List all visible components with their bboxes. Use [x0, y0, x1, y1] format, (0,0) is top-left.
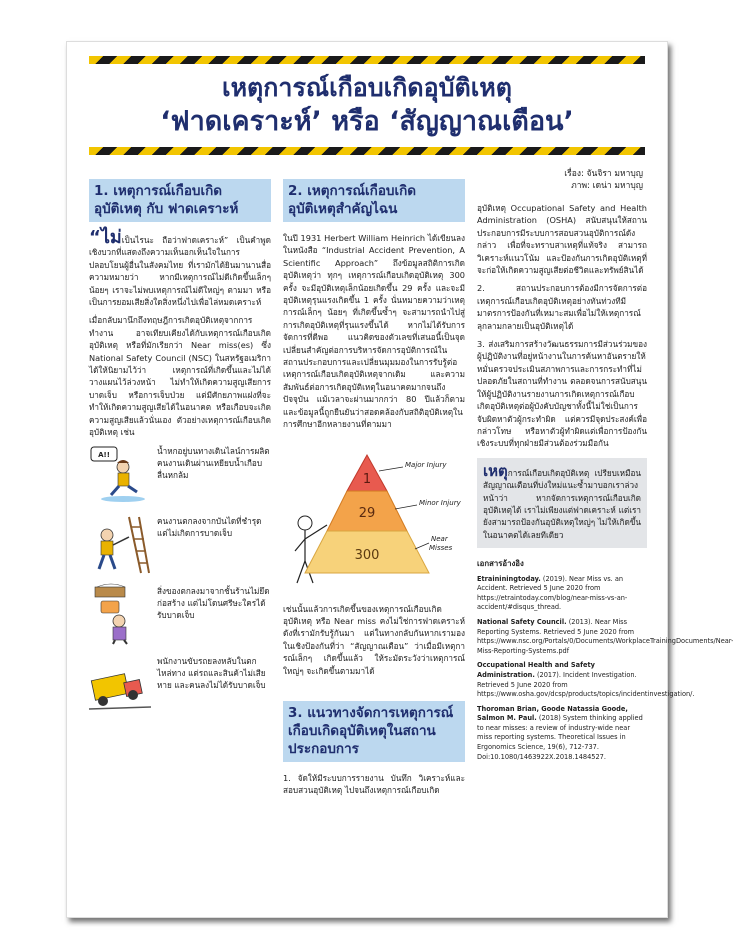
- pyramid-top-label: Major Injury: [405, 460, 447, 469]
- reference-item: [477, 705, 647, 763]
- hazard-stripe-top: [89, 56, 645, 64]
- callout-big-word: เหตุ: [483, 461, 508, 480]
- example-1: [89, 445, 271, 511]
- reference-detail: (2019). Near Miss vs. an Accident. Retrieved 5 June 2020 from https://etraintoday.com/blog/near-miss-vs-an-accident/#disqus_thread.: [477, 574, 628, 612]
- example-3: [89, 585, 271, 651]
- falling-object-illustration-icon: [89, 585, 151, 645]
- article-page: [66, 41, 733, 918]
- example-3-text: สิ่งของตกลงมาจากชั้นร้านไม่ยึดก่อสร้าง แต่ไม่โดนศรีษะใครได้รับบาดเจ็บ: [157, 585, 270, 621]
- heinrich-pyramid: [283, 449, 465, 597]
- example-4: [89, 655, 271, 721]
- reference-author: Etraininingtoday.: [477, 574, 541, 583]
- pyramid-base-label-2: Misses: [429, 543, 453, 552]
- section-3-item-3: 3. ส่งเสริมการสร้างวัฒนธรรมการมีส่วนร่วมของผู้ปฏิบัติงานที่อยู่หน้างานในการค้นหาอันตรายให้หมั่นตรวจประเมินสภาพการและการกระทำที่ไม่ปลอดภัยในสถานที่ทำงาน ตลอดจนการสนับสนุนให้ผู้ปฏิบัติงานรายงานการเกิดเหตุการณ์เกือบเกิดอุบัติเหตุต่อผู้บังคับบัญชาทั้งนี้ไม่ใช่เป็นการจับผิดหาตัวผู้กระทำผิด แต่ควรมีจุดประสงค์เพื่อกล่าวโทษ หรือหาตัวผู้ทำผิดแต่เพื่อการป้องกันเชิงระบบที่ทุกฝ่ายมีส่วนต้องร่วมมือกัน: [477, 339, 647, 449]
- section-2-heading: 2. เหตุการณ์เกือบเกิดอุบัติเหตุสำคัญไฉน: [283, 179, 465, 222]
- pyramid-base-value: 300: [354, 547, 380, 563]
- ladder-illustration-icon: [89, 515, 151, 575]
- summary-callout: [477, 458, 647, 548]
- reference-detail: (2018) System thinking applied to near misses: a review of industry-wide near miss reporting systems. Theoretical Issues in Ergonomics Science, 19(6), 712-737. Doi:10.1080/1463922X.2018.1484527.: [477, 714, 643, 761]
- section-1-para-2: เมื่อกลับมานึกถึงทฤษฎีการเกิดอุบัติเหตุจากการทำงาน อาจเทียบเคียงได้กับเหตุการณ์เกือบเกิดอุบัติเหตุ หรือที่มักเรียกว่า Near miss(es) ซึ่ง National Safety Council (NSC) ในสหรัฐอเมริกาได้ให้นิยามไว้ว่า เหตุการณ์ที่เกิดขึ้นและไม่ได้วางแผนไว้ล่วงหน้า ไม่ทำให้เกิดความสูญเสียการบาดเจ็บ หรือการเจ็บป่วย แต่มีศักยภาพแฝงที่จะทำให้เกิดความสูญเสียได้ในอนาคต หรือเกือบจะเกิดความสูญเสียแล้วนั่นเอง ตัวอย่างเหตุการณ์เกือบเกิดอุบัติเหตุ เช่น: [89, 315, 271, 438]
- reference-item: [477, 617, 733, 656]
- references-heading: เอกสารอ้างอิง: [477, 559, 524, 569]
- example-2: [89, 515, 271, 581]
- section-2-para-1: ในปี 1931 Herbert William Heinrich ได้เขียนลงในหนังสือ “Industrial Accident Prevention, A Scientific Approach” ถึงข้อมูลสถิติการเกิดอุบัติเหตุว่า ทุกๆ เหตุการณ์เกือบเกิดอุบัติเหตุ 300 ครั้ง จะมีอุบัติเหตุเล็กน้อยเกิดขึ้น 29 ครั้ง และจะมีอุบัติเหตุรุนแรงเกิดขึ้น 1 ครั้ง นั่นหมายความว่าเหตุการณ์เล็กๆ น้อยๆ ที่เกิดขึ้นซ้ำๆ จะสามารถนำไปสู่การเกิดอุบัติเหตุที่รุนแรงขึ้นได้ หากไม่ได้รับการจัดการที่ดีพอ แนวคิดของตัวเลขที่เสนอนี้เป็นจุดเปลี่ยนสำคัญต่อการบริหารจัดการอุบัติการณ์ในสถานประกอบการและเปลี่ยนมุมมองในการรับรู้ต่อเหตุการณ์เกือบเกิดอุบัติเหตุจากเดิม และความสัมพันธ์ต่อการเกิดอุบัติเหตุในอนาคตมากจนถึงปัจจุบัน แม้เวลาจะผ่านมากกว่า 80 ปีแล้วก็ตาม และข้อมูลนี้ถูกยืนยันว่าสอดคล้องกับสถิติอุบัติเหตุในการศึกษาอีกหลายงานที่ตามมา: [283, 233, 465, 430]
- section-3-item-2: 2. สถานประกอบการต้องมีการจัดการต่อเหตุการณ์เกือบเกิดอุบัติเหตุอย่างทันท่วงทีมีมาตรการป้องกันที่เหมาะสมเพื่อไม่ให้เหตุการณ์ลุกลามกลายเป็นอุบัติเหตุได้: [477, 283, 647, 331]
- column-2: [283, 179, 465, 909]
- pyramid-figure: [283, 449, 465, 597]
- article-title: [89, 72, 645, 140]
- reference-item: [477, 661, 695, 699]
- title-line-2: ‘ฟาดเคราะห์’ หรือ ‘สัญญาณเตือน’: [160, 106, 574, 137]
- reference-author: National Safety Council.: [477, 617, 567, 626]
- section-2-para-2: เช่นนั้นแล้วการเกิดขึ้นของเหตุการณ์เกือบเกิดอุบัติเหตุ หรือ Near miss คงไม่ใช่การฟาดเคราะห์ดังที่เรามักรับรู้กันมา แต่ในทางกลับกันหากเรามองในเชิงป้องกันที่ว่า “สัญญาณเตือน” ว่าเมื่อมีเหตุการณ์เล็กๆ เกิดขึ้นแล้ว ให้ระมัดระวังว่าเหตุการณ์ใหญ่ๆ จะเกิดขึ้นตามมาได้: [283, 603, 465, 676]
- byline: [493, 168, 643, 192]
- example-4-text: พนักงานขับรถยลงหลับในตกไหล่ทาง แต่รถและสินค้าไม่เสียหาย และคนลงไม่ได้รับบาดเจ็บ: [157, 655, 266, 691]
- reference-item: [477, 575, 647, 613]
- section-1-lead: [89, 227, 271, 308]
- byline-author: เรื่อง: จันจิรา มหาบุญ: [564, 169, 643, 179]
- reference-author: Thoroman Brian, Goode Natassia Goode, Salmon M. Paul.: [477, 704, 628, 723]
- column-3: [477, 202, 733, 909]
- byline-illustrator: ภาพ: เดน่า มหาบุญ: [571, 181, 643, 191]
- section-3-item-1-cont: อุบัติเหตุ Occupational Safety and Health Administration (OSHA) สนับสนุนให้สถานประกอบการมีระบบการสอบสวนอุบัติการณ์ดังกล่าว เพื่อที่จะทราบสาเหตุที่แท้จริง สามารถวิเคราะห์แนวโน้ม และป้องกันการเกิดอุบัติเหตุที่จะก่อให้เกิดความสูญเสียต่อชีวิตและทรัพย์สินได้: [477, 203, 647, 276]
- section-1-heading: 1. เหตุการณ์เกือบเกิดอุบัติเหตุ กับ ฟาดเคราะห์: [89, 179, 271, 222]
- slip-illustration-icon: [89, 445, 151, 505]
- example-1-text: น้ำหกอยู่บนทางเดินไลน์การผลิต คนงานเดินผ่านเหยียบน้ำเกือบลื่นหกล้ม: [157, 445, 270, 481]
- column-1: [89, 179, 271, 909]
- truck-illustration-icon: [89, 655, 151, 715]
- example-2-text: คนงานตกลงจากบันไดที่ชำรุด แต่ไม่เกิดการบาดเจ็บ: [157, 515, 262, 538]
- hazard-stripe-bottom: [89, 147, 645, 155]
- pyramid-mid-label: Minor Injury: [419, 498, 461, 507]
- reference-detail: (2017). Incident Investigation. Retrieved 5 June 2020 from https://www.osha.gov/dcsp/products/topics/incidentinvestigation/.: [477, 670, 695, 699]
- section-3-item-1-start: 1. จัดให้มีระบบการรายงาน บันทึก วิเคราะห์และสอบสวนอุบัติเหตุ ไปจนถึงเหตุการณ์เกือบเกิด: [283, 772, 465, 796]
- title-line-1: เหตุการณ์เกือบเกิดอุบัติเหตุ: [222, 73, 512, 102]
- pyramid-mid-value: 29: [358, 505, 376, 521]
- speech-bubble: A!!: [98, 450, 110, 459]
- pyramid-top-value: 1: [362, 471, 372, 487]
- reference-author: Occupational Health and Safety Administration.: [477, 661, 595, 679]
- callout-text: การณ์เกือบเกิดอุบัติเหตุ เปรียบเหมือนสัญญาณเตือนที่บ่งใหม่แนะซ้ำมาบอกเราล่วงหน้าว่า หากจัดการเหตุการณ์เกือบเกิดอุบัติเหตุได้ เราไม่เพียงแต่ฟาดเคราะห์ แต่เรายังสามารถป้องกันอุบัติเหตุใหญ่ๆ ไม่ให้เกิดขึ้นในอนาคตได้เลยทีเดียว: [483, 467, 641, 540]
- pyramid-base-label-1: Near: [431, 534, 448, 543]
- section-3-heading: 3. แนวทางจัดการเหตุการณ์เกือบเกิดอุบัติเหตุในสถานประกอบการ: [283, 701, 465, 762]
- lead-text: เป็นไรนะ ถือว่าฟาดเคราะห์” เป็นคำพูดเชิงบวกที่แสดงถึงความเห็นอกเห็นใจในการปลอบโยนผู้อื่นในสังคมไทย ที่เรามักได้ยินมานานสื่อความหมายว่า หากมีเหตุการณ์ไม่ดีเกิดขึ้นเล็กๆ น้อยๆ เราจะไม่พบเหตุการณ์ไม่ดีใหญ่ๆ ตามมา หรือเป็นการยอมเสียสิ่งใดสิ่งหนึ่งไปเพื่อไล่หมดเคราะห์: [89, 235, 271, 308]
- reference-detail: (2013). Near Miss Reporting Systems. Retrieved 5 June 2020 from https://www.nsc.org/Portals/0/Documents/WorkplaceTrainingDocuments/Near-Miss-Reporting-Systems.pdf: [477, 617, 733, 655]
- lead-quote: “ไม่: [89, 227, 122, 248]
